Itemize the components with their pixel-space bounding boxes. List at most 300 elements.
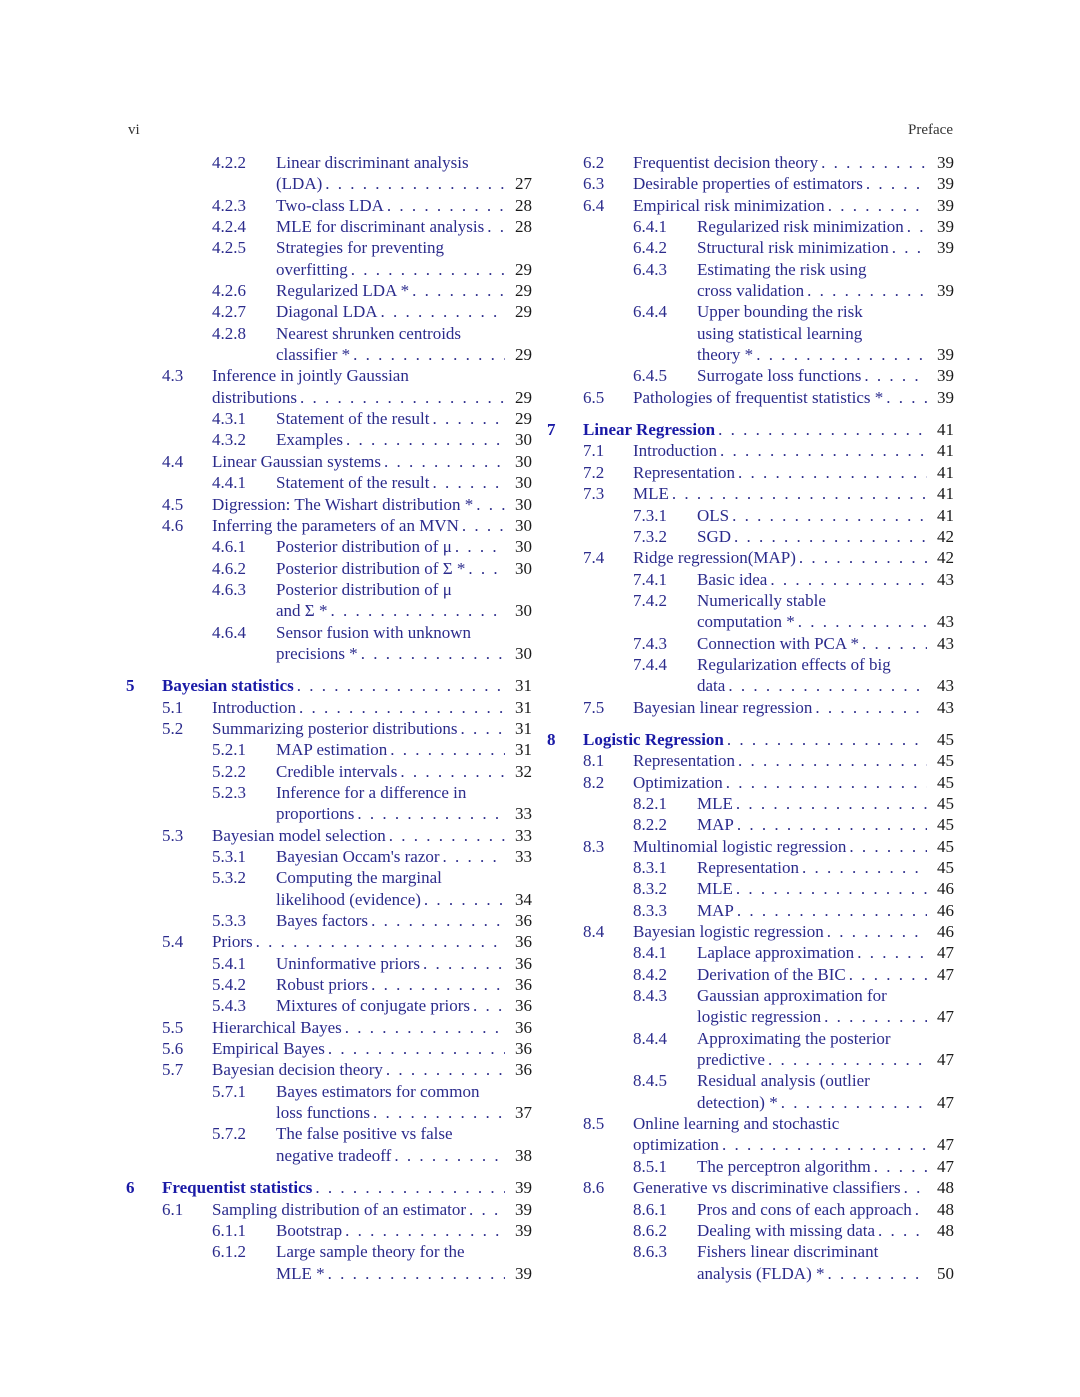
toc-subsection-entry[interactable]	[122, 216, 532, 237]
toc-entry-title-line: Posterior distribution of μ	[276, 579, 452, 599]
toc-entry-number: 8.4.4	[633, 1028, 667, 1048]
toc-entry-title-line: MAP	[697, 900, 734, 920]
toc-entry-title-line: Inferring the parameters of an MVN	[212, 515, 459, 535]
toc-subsection-entry[interactable]	[122, 579, 532, 622]
toc-entry-number: 8.4.2	[633, 964, 667, 984]
toc-entry-title-line: computation *	[697, 612, 795, 632]
toc-entry-title-line: SGD	[697, 526, 732, 546]
toc-section-entry[interactable]	[543, 173, 954, 194]
toc-page-number: 30	[515, 430, 532, 450]
toc-subsection-entry[interactable]	[122, 536, 532, 557]
toc-entry-title-line: distributions	[212, 387, 298, 407]
toc-entry-title-line: Representation	[697, 858, 799, 877]
toc-page-number: 31	[515, 697, 532, 717]
dot-leader	[443, 846, 505, 867]
toc-entry-title-line: Pros and cons of each approach	[697, 1199, 912, 1219]
toc-entry-title-line: Strategies for preventing	[276, 238, 445, 258]
toc-page-number: 30	[515, 558, 532, 578]
dot-leader	[874, 1156, 927, 1177]
toc-entry-title-line: Empirical Bayes	[212, 1039, 325, 1059]
toc-page-number: 42	[937, 526, 954, 546]
toc-entry-number: 5.7.2	[212, 1124, 246, 1144]
toc-entry-number: 6.4	[583, 195, 605, 215]
toc-page-number: 30	[515, 601, 532, 621]
dot-leader	[473, 995, 505, 1016]
toc-section-entry[interactable]	[543, 1113, 954, 1156]
toc-section-entry[interactable]	[543, 836, 954, 857]
dot-leader	[734, 526, 927, 547]
toc-page-number: 39	[937, 238, 954, 258]
toc-page-number: 47	[937, 1050, 954, 1070]
toc-page-number: 45	[937, 815, 954, 835]
toc-subsection-entry[interactable]	[122, 472, 532, 493]
toc-entry-number: 8.3.2	[633, 879, 667, 899]
toc-entry-title-line: classifier *	[276, 345, 351, 365]
toc-page-number: 45	[937, 858, 954, 877]
toc-entry-title-line: Laplace approximation	[697, 943, 855, 963]
toc-subsection-entry[interactable]	[122, 195, 532, 216]
dot-leader	[412, 280, 505, 301]
toc-subsection-entry[interactable]	[122, 280, 532, 301]
toc-entry-title-line: The false positive vs false	[276, 1124, 453, 1144]
dot-leader	[857, 942, 927, 963]
toc-entry-title-line: MLE	[633, 484, 669, 504]
dot-leader	[461, 718, 505, 739]
toc-subsection-entry[interactable]	[122, 237, 532, 280]
toc-entry-number: 7.2	[583, 462, 605, 482]
toc-page-number: 41	[937, 505, 954, 525]
dot-leader	[728, 675, 927, 696]
toc-entry-title-line: Robust priors	[276, 975, 369, 995]
toc-entry-number: 6.1.2	[212, 1242, 246, 1262]
toc-page-number: 46	[937, 879, 954, 899]
toc-subsection-entry[interactable]	[122, 323, 532, 366]
toc-entry-number: 5.4.2	[212, 975, 246, 995]
toc-entry-title-line: analysis (FLDA) *	[697, 1263, 825, 1283]
toc-entry-title-line: Mixtures of conjugate priors	[276, 996, 471, 1016]
dot-leader	[345, 1220, 505, 1241]
dot-leader	[384, 451, 505, 472]
toc-entry-title-line: Inference in jointly Gaussian	[212, 366, 409, 386]
toc-section-entry[interactable]	[122, 1017, 532, 1038]
toc-subsection-entry[interactable]	[543, 1028, 954, 1071]
toc-page-number: 48	[937, 1220, 954, 1240]
dot-leader	[824, 1006, 927, 1027]
toc-page-number: 48	[937, 1178, 954, 1198]
toc-page-number: 28	[515, 217, 532, 237]
toc-entry-title-line: MLE	[697, 879, 733, 899]
toc-entry-number: 5.7.1	[212, 1081, 246, 1101]
toc-subsection-entry[interactable]	[122, 953, 532, 974]
toc-entry-title-line: Large sample theory for the	[276, 1242, 465, 1262]
toc-subsection-entry[interactable]	[543, 633, 954, 654]
toc-page-number: 45	[937, 751, 954, 771]
toc-page-number: 43	[937, 569, 954, 589]
toc-subsection-entry[interactable]	[122, 761, 532, 782]
toc-subsection-entry[interactable]	[122, 739, 532, 760]
toc-subsection-entry[interactable]	[543, 878, 954, 899]
toc-subsection-entry[interactable]	[543, 985, 954, 1028]
toc-page-number: 43	[937, 633, 954, 653]
dot-leader	[351, 259, 505, 280]
toc-section-entry[interactable]	[122, 494, 532, 515]
toc-subsection-entry[interactable]	[543, 793, 954, 814]
toc-subsection-entry[interactable]	[122, 1081, 532, 1124]
toc-page-number: 45	[937, 793, 954, 813]
dot-leader	[886, 387, 927, 408]
dot-leader	[720, 440, 927, 461]
dot-leader	[737, 814, 927, 835]
toc-entry-number: 6.4.5	[633, 366, 667, 386]
toc-section-entry[interactable]	[122, 451, 532, 472]
toc-page-number: 39	[937, 281, 954, 301]
toc-page-number: 30	[515, 515, 532, 535]
toc-entry-number: 8.1	[583, 751, 605, 771]
toc-subsection-entry[interactable]	[543, 259, 954, 302]
toc-chapter-entry[interactable]	[543, 729, 954, 750]
toc-subsection-entry[interactable]	[543, 365, 954, 386]
toc-subsection-entry[interactable]	[543, 814, 954, 835]
toc-entry-title-line: Connection with PCA *	[697, 633, 859, 653]
toc-page-number: 45	[937, 836, 954, 856]
toc-entry-title-line: Bayesian model selection	[212, 825, 386, 845]
toc-entry-number: 8.6.3	[633, 1242, 667, 1262]
toc-entry-title-line: data	[697, 676, 726, 696]
toc-page-number: 33	[515, 804, 532, 824]
toc-entry-title-line: Bayesian Occam's razor	[276, 847, 440, 866]
toc-entry-title-line: (LDA)	[276, 174, 323, 194]
toc-page-number: 45	[937, 772, 954, 792]
toc-page-number: 41	[937, 484, 954, 504]
toc-page-number: 30	[515, 494, 532, 514]
toc-page-number: 41	[937, 441, 954, 461]
toc-section-entry[interactable]	[122, 1059, 532, 1080]
toc-subsection-entry[interactable]	[122, 408, 532, 429]
toc-entry-title-line: MLE	[697, 793, 733, 813]
dot-leader	[799, 547, 927, 568]
dot-leader	[807, 280, 927, 301]
toc-entry-title-line: theory *	[697, 345, 754, 365]
toc-entry-number: 6.4.4	[633, 302, 667, 322]
toc-section-entry[interactable]	[543, 921, 954, 942]
toc-chapter-entry[interactable]	[543, 419, 954, 440]
toc-subsection-entry[interactable]	[543, 942, 954, 963]
dot-leader	[468, 558, 505, 579]
toc-page-number: 37	[515, 1103, 532, 1123]
toc-page-number: 39	[937, 153, 954, 172]
dot-leader	[462, 515, 505, 536]
toc-page-number: 29	[515, 387, 532, 407]
toc-section-entry[interactable]	[543, 195, 954, 216]
toc-entry-title-line: Credible intervals	[276, 761, 398, 781]
toc-chapter-entry[interactable]	[122, 675, 532, 696]
toc-entry-title-line: Bootstrap	[276, 1220, 343, 1240]
toc-entry-title-line: MLE *	[276, 1263, 325, 1283]
toc-entry-title-line: Residual analysis (outlier	[697, 1071, 870, 1091]
toc-entry-title-line: Hierarchical Bayes	[212, 1017, 342, 1037]
toc-entry-number: 6.4.2	[633, 238, 667, 258]
toc-entry-title-line: Approximating the posterior	[697, 1028, 891, 1048]
toc-subsection-entry[interactable]	[543, 569, 954, 590]
dot-leader	[328, 1263, 505, 1284]
toc-page-number: 46	[937, 922, 954, 942]
toc-section-entry[interactable]	[543, 547, 954, 568]
dot-leader	[328, 1038, 505, 1059]
dot-leader	[892, 237, 927, 258]
toc-page-number: 39	[515, 1178, 532, 1198]
toc-entry-title-line: Statement of the result	[276, 473, 430, 493]
toc-entry-number: 4.2.4	[212, 217, 246, 237]
toc-entry-title-line: Nearest shrunken centroids	[276, 323, 462, 343]
toc-entry-number: 4.2.5	[212, 238, 246, 258]
toc-subsection-entry[interactable]	[122, 429, 532, 450]
toc-subsection-entry[interactable]	[543, 1199, 954, 1220]
toc-entry-number: 7.1	[583, 441, 605, 461]
dot-leader	[738, 750, 927, 771]
toc-page-number: 41	[937, 420, 954, 440]
toc-entry-title-line: Digression: The Wishart distribution *	[212, 494, 474, 514]
dot-leader	[866, 173, 927, 194]
toc-section-entry[interactable]	[122, 697, 532, 718]
toc-section-entry[interactable]	[543, 750, 954, 771]
toc-page-number: 39	[937, 387, 954, 407]
toc-entry-title-line: Two-class LDA	[276, 195, 384, 215]
toc-page-number: 39	[515, 1199, 532, 1219]
dot-leader	[353, 344, 505, 365]
toc-subsection-entry[interactable]	[122, 1220, 532, 1241]
toc-section-entry[interactable]	[543, 152, 954, 173]
dot-leader	[770, 569, 927, 590]
dot-leader	[878, 1220, 927, 1241]
toc-subsection-entry[interactable]	[543, 216, 954, 237]
toc-entry-number: 4.4	[162, 451, 184, 471]
toc-entry-title-line: Regularized LDA *	[276, 281, 410, 301]
toc-entry-number: 8.5	[583, 1114, 605, 1134]
toc-entry-number: 4.2.6	[212, 281, 246, 301]
toc-entry-number: 7.3	[583, 484, 605, 504]
toc-section-entry[interactable]	[543, 697, 954, 718]
toc-subsection-entry[interactable]	[122, 1241, 532, 1284]
toc-entry-number: 8.4.3	[633, 986, 667, 1006]
toc-subsection-entry[interactable]	[122, 622, 532, 665]
toc-subsection-entry[interactable]	[543, 857, 954, 878]
toc-subsection-entry[interactable]	[543, 301, 954, 365]
toc-entry-title-line: likelihood (evidence)	[276, 889, 421, 909]
toc-entry-title-line: cross validation	[697, 281, 805, 301]
toc-section-entry[interactable]	[122, 825, 532, 846]
toc-section-entry[interactable]	[543, 387, 954, 408]
toc-page-number: 47	[937, 943, 954, 963]
toc-page-number: 36	[515, 975, 532, 995]
dot-leader	[256, 931, 505, 952]
dot-leader	[373, 1102, 505, 1123]
toc-entry-title-line: The perceptron algorithm	[697, 1156, 871, 1176]
toc-subsection-entry[interactable]	[543, 590, 954, 633]
toc-subsection-entry[interactable]	[122, 782, 532, 825]
dot-leader	[802, 857, 927, 878]
toc-entry-title-line: Bayes factors	[276, 911, 369, 931]
toc-section-entry[interactable]	[543, 440, 954, 461]
toc-page-number: 30	[515, 473, 532, 493]
toc-section-entry[interactable]	[122, 515, 532, 536]
dot-leader	[371, 974, 505, 995]
toc-entry-number: 5.1	[162, 697, 184, 717]
toc-entry-title-line: Bayesian decision theory	[212, 1060, 383, 1080]
toc-section-entry[interactable]	[543, 462, 954, 483]
toc-entry-number: 6	[126, 1178, 135, 1198]
toc-subsection-entry[interactable]	[122, 846, 532, 867]
toc-entry-title-line: Gaussian approximation for	[697, 986, 887, 1006]
toc-subsection-entry[interactable]	[543, 900, 954, 921]
toc-entry-title-line: Frequentist decision theory	[633, 153, 819, 172]
dot-leader	[828, 195, 927, 216]
toc-entry-number: 7.3.1	[633, 505, 667, 525]
toc-subsection-entry[interactable]	[543, 1220, 954, 1241]
toc-subsection-entry[interactable]	[543, 1156, 954, 1177]
toc-entry-title-line: logistic regression	[697, 1007, 822, 1027]
toc-entry-title-line: Inference for a difference in	[276, 782, 467, 802]
dot-leader	[432, 408, 505, 429]
toc-entry-number: 8.3.1	[633, 858, 667, 877]
toc-subsection-entry[interactable]	[122, 1123, 532, 1166]
toc-entry-title-line: Representation	[633, 751, 735, 771]
toc-section-entry[interactable]	[543, 772, 954, 793]
toc-entry-number: 8.4.5	[633, 1071, 667, 1091]
toc-subsection-entry[interactable]	[543, 237, 954, 258]
dot-leader	[424, 889, 505, 910]
toc-page-number: 50	[937, 1263, 954, 1283]
dot-leader	[904, 1177, 927, 1198]
toc-subsection-entry[interactable]	[122, 152, 532, 195]
toc-entry-number: 5.5	[162, 1017, 184, 1037]
toc-section-entry[interactable]	[122, 718, 532, 739]
toc-entry-number: 5.3.2	[212, 868, 246, 888]
toc-subsection-entry[interactable]	[543, 1070, 954, 1113]
toc-entry-title-line: detection) *	[697, 1092, 778, 1112]
toc-entry-number: 4.2.8	[212, 323, 246, 343]
toc-entry-title-line: Posterior distribution of Σ *	[276, 558, 466, 578]
toc-entry-number: 5.2.2	[212, 761, 246, 781]
toc-section-entry[interactable]	[122, 365, 532, 408]
toc-entry-number: 4.6	[162, 515, 184, 535]
toc-subsection-entry[interactable]	[543, 654, 954, 697]
dot-leader	[736, 878, 927, 899]
toc-entry-number: 5.7	[162, 1060, 184, 1080]
toc-entry-title-line: predictive	[697, 1050, 765, 1070]
toc-entry-number: 7.4	[583, 548, 605, 568]
toc-section-entry[interactable]	[122, 1038, 532, 1059]
toc-entry-number: 4.6.2	[212, 558, 246, 578]
toc-entry-title-line: Regularization effects of big	[697, 654, 891, 674]
toc-entry-number: 6.4.1	[633, 217, 667, 237]
dot-leader	[357, 803, 505, 824]
toc-entry-number: 6.1	[162, 1199, 184, 1219]
toc-section-entry[interactable]	[122, 1199, 532, 1220]
toc-entry-title-line: Regularized risk minimization	[697, 217, 904, 237]
toc-page-number: 31	[515, 740, 532, 760]
toc-page-number: 36	[515, 996, 532, 1016]
toc-entry-title-line: Priors	[212, 932, 253, 952]
toc-entry-title-line: Surrogate loss functions	[697, 366, 862, 386]
toc-entry-number: 6.1.1	[212, 1220, 246, 1240]
toc-subsection-entry[interactable]	[122, 995, 532, 1016]
toc-page-number: 36	[515, 953, 532, 973]
toc-entry-number: 5.2	[162, 718, 184, 738]
toc-entry-title-line: Pathologies of frequentist statistics *	[633, 387, 884, 407]
toc-entry-number: 5.2.1	[212, 740, 246, 760]
toc-entry-number: 4.6.4	[212, 622, 246, 642]
toc-entry-title-line: Structural risk minimization	[697, 238, 889, 258]
toc-subsection-entry[interactable]	[122, 910, 532, 931]
toc-entry-number: 6.5	[583, 387, 605, 407]
toc-page-number: 31	[515, 676, 532, 696]
toc-entry-number: 8.3.3	[633, 900, 667, 920]
toc-page-number: 33	[515, 825, 532, 845]
toc-section-entry[interactable]	[122, 931, 532, 952]
toc-page-number: 43	[937, 612, 954, 632]
toc-entry-number: 7	[547, 420, 556, 440]
toc-subsection-entry[interactable]	[543, 1241, 954, 1284]
toc-entry-number: 4.3.2	[212, 430, 246, 450]
dot-leader	[487, 216, 505, 237]
dot-leader	[381, 301, 505, 322]
toc-page-number: 36	[515, 911, 532, 931]
toc-entry-title-line: Posterior distribution of μ	[276, 537, 452, 557]
toc-subsection-entry[interactable]	[122, 974, 532, 995]
toc-entry-title-line: Bayesian logistic regression	[633, 922, 824, 942]
toc-page-number: 39	[937, 345, 954, 365]
toc-subsection-entry[interactable]	[543, 505, 954, 526]
toc-page-number: 30	[515, 537, 532, 557]
toc-page-number: 39	[937, 195, 954, 215]
toc-subsection-entry[interactable]	[122, 558, 532, 579]
toc-entry-number: 4.3.1	[212, 409, 246, 429]
dot-leader	[315, 1177, 505, 1198]
toc-entry-number: 4.2.3	[212, 195, 246, 215]
dot-leader	[781, 1092, 927, 1113]
dot-leader	[862, 633, 927, 654]
toc-chapter-entry[interactable]	[122, 1177, 532, 1198]
toc-entry-title-line: Computing the marginal	[276, 868, 442, 888]
toc-column-left	[122, 152, 532, 1284]
toc-page-number: 48	[937, 1199, 954, 1219]
toc-subsection-entry[interactable]	[543, 526, 954, 547]
dot-leader	[387, 195, 505, 216]
toc-subsection-entry[interactable]	[122, 867, 532, 910]
toc-entry-number: 7.5	[583, 697, 605, 717]
toc-entry-title-line: OLS	[697, 505, 730, 525]
toc-entry-title-line: Fishers linear discriminant	[697, 1242, 879, 1262]
dot-leader	[390, 739, 505, 760]
dot-leader	[821, 152, 927, 173]
dot-leader	[849, 836, 927, 857]
toc-entry-title-line: Empirical risk minimization	[633, 195, 825, 215]
dot-leader	[371, 910, 505, 931]
toc-entry-number: 5	[126, 676, 135, 696]
toc-entry-number: 7.4.3	[633, 633, 667, 653]
toc-section-entry[interactable]	[543, 1177, 954, 1198]
toc-page-number: 36	[515, 1039, 532, 1059]
dot-leader	[718, 419, 927, 440]
toc-section-entry[interactable]	[543, 483, 954, 504]
toc-subsection-entry[interactable]	[543, 964, 954, 985]
toc-subsection-entry[interactable]	[122, 301, 532, 322]
toc-entry-title-line: Linear discriminant analysis	[276, 153, 469, 172]
dot-leader	[827, 921, 927, 942]
toc-page-number: 36	[515, 932, 532, 952]
toc-entry-number: 6.3	[583, 174, 605, 194]
toc-page-number: 38	[515, 1145, 532, 1165]
